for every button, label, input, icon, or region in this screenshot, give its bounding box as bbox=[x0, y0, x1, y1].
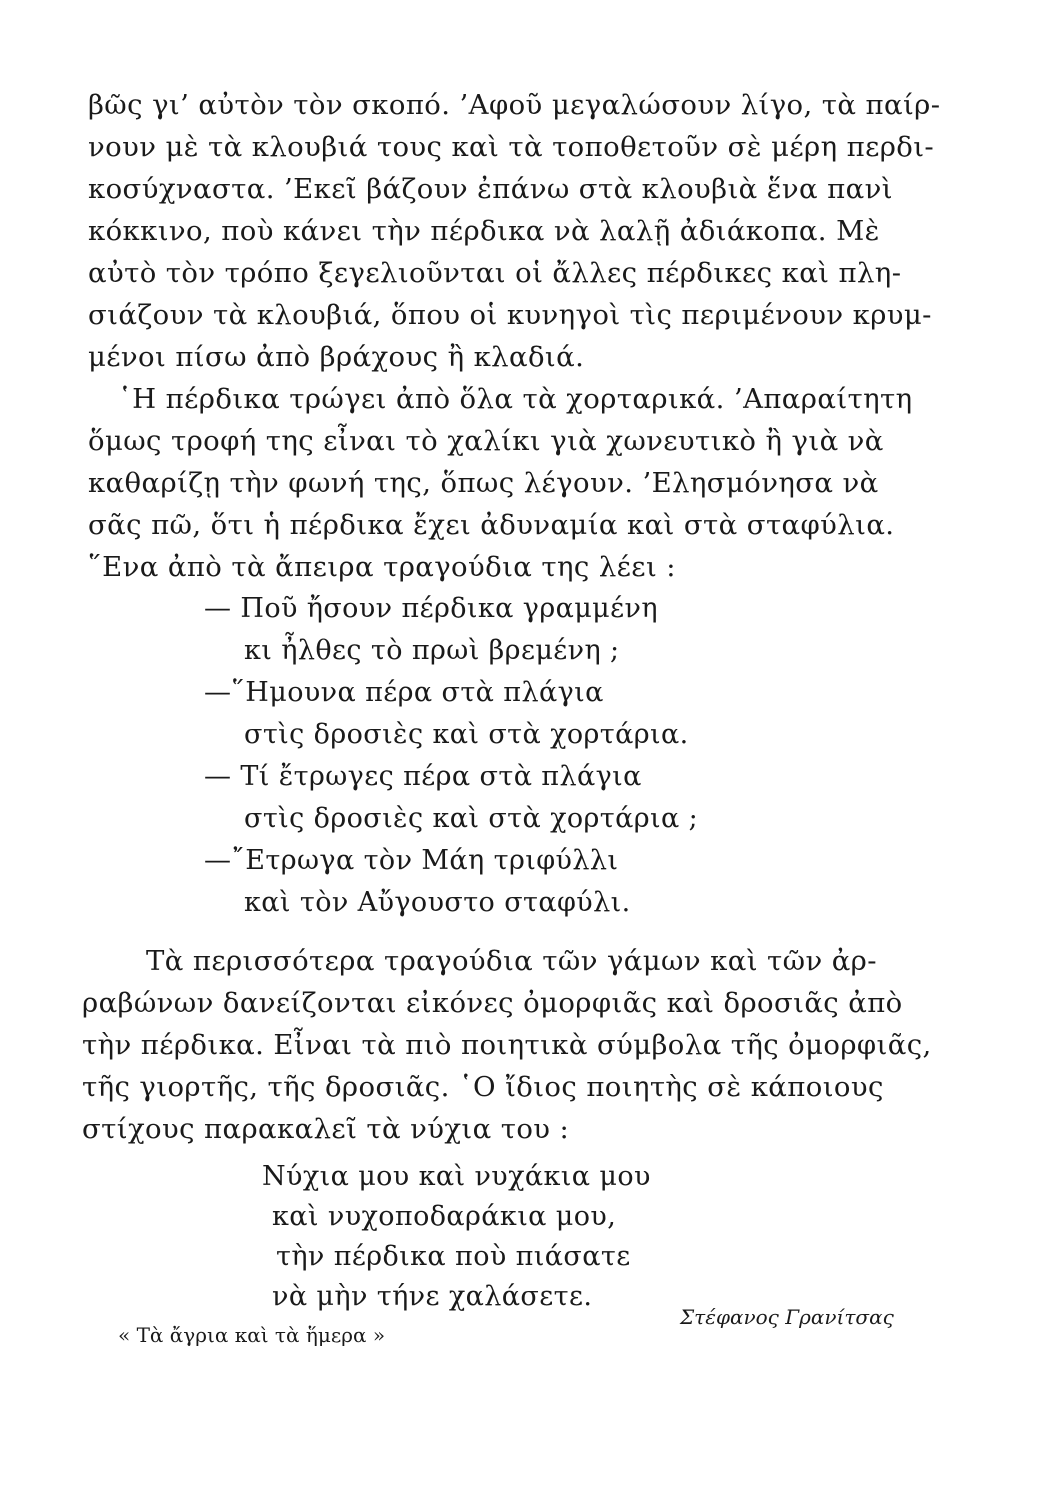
text-line: αὐτὸ τὸν τρόπο ξεγελιοῦνται οἱ ἄλλες πέρδικες καὶ πλη- bbox=[88, 257, 902, 289]
verse-line: καὶ νυχοποδαράκια μου, bbox=[272, 1201, 617, 1232]
text-line: κοσύχναστα. ’Εκεῖ βάζουν ἐπάνω στὰ κλουβιὰ ἕνα πανὶ bbox=[88, 173, 893, 205]
text-line: βῶς γι’ αὐτὸν τὸν σκοπό. ’Αφοῦ μεγαλώσουν λίγο, τὰ παίρ- bbox=[88, 89, 941, 121]
text-line: στίχους παρακαλεῖ τὰ νύχια του : bbox=[82, 1113, 570, 1145]
text-line: μένοι πίσω ἀπὸ βράχους ἢ κλαδιά. bbox=[88, 341, 585, 373]
text-line: τῆς γιορτῆς, τῆς δροσιᾶς. ῾Ο ἴδιος ποιητὴς σὲ κάποιους bbox=[82, 1071, 884, 1103]
verse-line: — Ποῦ ἤσουν πέρδικα γραμμένη bbox=[204, 593, 658, 624]
text-line: τὴν πέρδικα. Εἶναι τὰ πιὸ ποιητικὰ σύμβολα τῆς ὀμορφιᾶς, bbox=[82, 1029, 932, 1061]
verse-line: στὶς δροσιὲς καὶ στὰ χορτάρια. bbox=[244, 719, 689, 750]
text-line: σᾶς πῶ, ὅτι ἡ πέρδικα ἔχει ἀδυναμία καὶ στὰ σταφύλια. bbox=[88, 509, 895, 541]
text-line: ραβώνων δανείζονται εἰκόνες ὀμορφιᾶς καὶ δροσιᾶς ἀπὸ bbox=[82, 987, 903, 1019]
text-line: κόκκινο, ποὺ κάνει τὴν πέρδικα νὰ λαλῇ ἀδιάκοπα. Μὲ bbox=[88, 215, 880, 247]
text-line: νουν μὲ τὰ κλουβιά τους καὶ τὰ τοποθετοῦν σὲ μέρη περδι- bbox=[88, 131, 935, 163]
verse-line: —῎Ετρωγα τὸν Μάη τριφύλλι bbox=[204, 845, 619, 876]
text-line: ῞Ενα ἀπὸ τὰ ἄπειρα τραγούδια της λέει : bbox=[88, 551, 676, 583]
verse-line: —῞Ημουνα πέρα στὰ πλάγια bbox=[204, 677, 604, 708]
text-line: ὅμως τροφή της εἶναι τὸ χαλίκι γιὰ χωνευτικὸ ἢ γιὰ νὰ bbox=[88, 425, 884, 457]
verse-line: κι ἦλθες τὸ πρωὶ βρεμένη ; bbox=[244, 635, 620, 666]
verse-line: τὴν πέρδικα ποὺ πιάσατε bbox=[276, 1241, 631, 1272]
source-title: « Τὰ ἄγρια καὶ τὰ ἥμερα » bbox=[118, 1323, 386, 1347]
text-line: καθαρίζῃ τὴν φωνή της, ὅπως λέγουν. ’Ελησμόνησα νὰ bbox=[88, 467, 879, 499]
text-line: σιάζουν τὰ κλουβιά, ὅπου οἱ κυνηγοὶ τὶς περιμένουν κρυμ- bbox=[88, 299, 932, 331]
text-line: ῾Η πέρδικα τρώγει ἀπὸ ὅλα τὰ χορταρικά. ’Απαραίτητη bbox=[118, 383, 913, 415]
verse-line: νὰ μὴν τήνε χαλάσετε. bbox=[272, 1281, 593, 1312]
verse-line: — Τί ἔτρωγες πέρα στὰ πλάγια bbox=[204, 761, 642, 792]
text-line: Τὰ περισσότερα τραγούδια τῶν γάμων καὶ τῶν ἀρ- bbox=[146, 945, 877, 977]
verse-line: στὶς δροσιὲς καὶ στὰ χορτάρια ; bbox=[244, 803, 699, 834]
author-name: Στέφανος Γρανίτσας bbox=[680, 1305, 894, 1329]
verse-line: καὶ τὸν Αὔγουστο σταφύλι. bbox=[244, 887, 631, 918]
verse-line: Νύχια μου καὶ νυχάκια μου bbox=[262, 1161, 651, 1192]
